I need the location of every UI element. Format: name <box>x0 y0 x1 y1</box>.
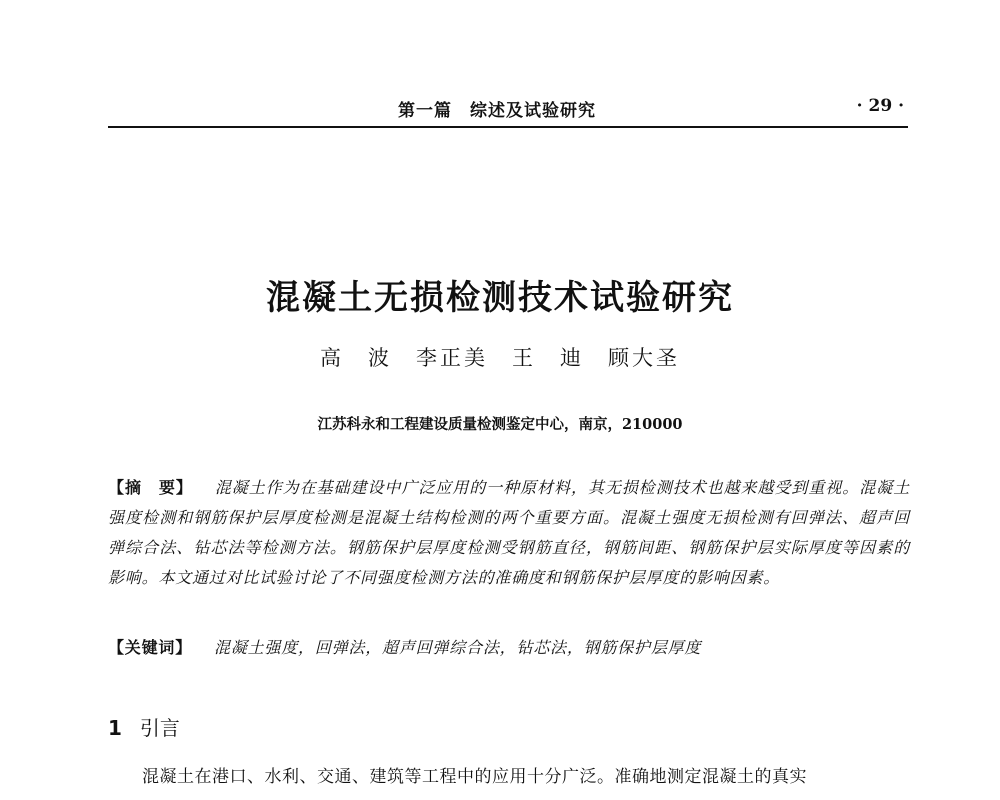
abstract-text: 混凝土作为在基础建设中广泛应用的一种原材料，其无损检测技术也越来越受到重视。混凝土强度检测和钢筋保护层厚度检测是混凝土结构检测的两个重要方面。混凝土强度无损检测有回弹法、超声回弹综合法、钻芯法等检测方法。钢筋保护层厚度检测受钢筋直径，钢筋间距、钢筋保护层实际厚度等因素的影响。本文通过对比试验讨论了不同强度检测方法的准确度和钢筋保护层厚度的影响因素。 <box>108 478 910 587</box>
keywords-text: 混凝土强度，回弹法，超声回弹综合法，钻芯法，钢筋保护层厚度 <box>214 638 702 657</box>
keywords <box>108 633 910 663</box>
section-heading <box>108 712 180 741</box>
running-header <box>108 92 908 128</box>
section-number: 1 <box>108 716 122 740</box>
page-number: · 29 · <box>856 96 904 116</box>
body-paragraph: 混凝土在港口、水利、交通、建筑等工程中的应用十分广泛。准确地测定混凝土的真实 <box>142 767 807 787</box>
abstract-label: 【摘 要】 <box>108 478 193 497</box>
running-header-section: 第一篇 综述及试验研究 <box>398 101 596 121</box>
authors: 高 波 李正美 王 迪 顾大圣 <box>320 346 680 370</box>
abstract <box>108 473 910 593</box>
affiliation: 江苏科永和工程建设质量检测鉴定中心，南京，210000 <box>317 416 683 433</box>
keywords-label: 【关键词】 <box>108 638 193 657</box>
section-title: 引言 <box>139 716 180 740</box>
paper-title: 混凝土无损检测技术试验研究 <box>266 278 734 318</box>
